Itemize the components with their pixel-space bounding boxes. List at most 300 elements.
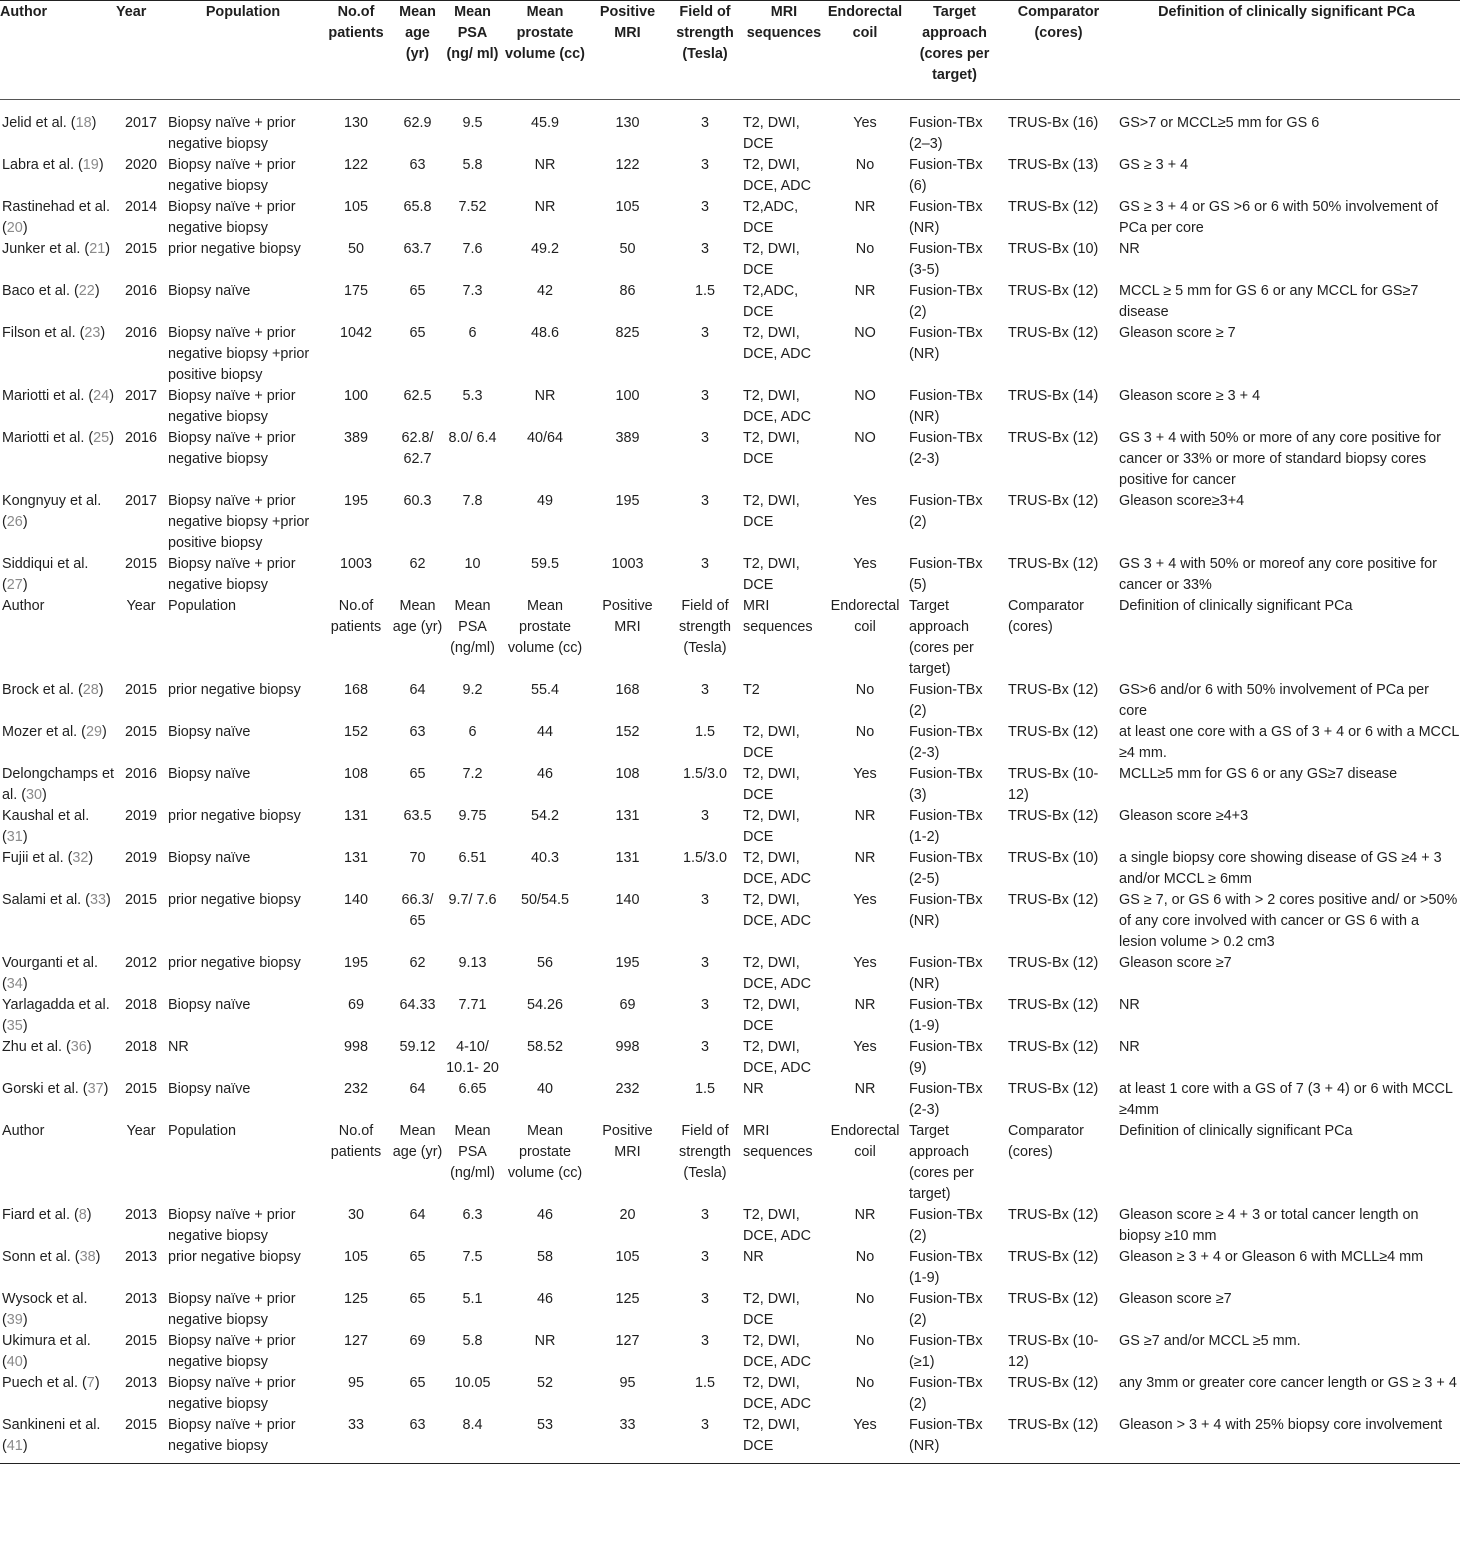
cell-psa: 6.51 [458, 850, 487, 866]
cell-coil: No [855, 157, 875, 173]
cell-age: 65 [409, 283, 426, 299]
author-name: Mariotti et al. ( [2, 388, 94, 404]
author-name: Delongchamps et al. ( [2, 766, 114, 803]
reference-link[interactable]: 37 [87, 1081, 104, 1097]
author-suffix: ) [91, 115, 97, 131]
table-header [0, 1, 1460, 100]
cell-coil: Yes [825, 1415, 905, 1464]
cell-author [0, 386, 116, 428]
cell-positive-mri: 998 [615, 1039, 640, 1055]
cell-patients: 108 [343, 766, 368, 782]
repeat-header-cell: Endorectal coil [830, 598, 900, 635]
repeated-header-row [0, 596, 1460, 680]
reference-link[interactable]: 40 [6, 1354, 23, 1370]
cell-volume: 46 [536, 1291, 553, 1307]
reference-link[interactable]: 8 [78, 1207, 87, 1223]
cell-age: 62.5 [403, 388, 432, 404]
cell-positive-mri: 130 [615, 115, 640, 131]
cell-patients: 175 [343, 283, 368, 299]
cell-field: 3 [700, 1039, 709, 1055]
reference-link[interactable]: 26 [6, 514, 23, 530]
cell-coil: No [855, 682, 875, 698]
cell-positive-mri: 50 [619, 241, 636, 257]
cell-year: 2015 [124, 682, 157, 698]
cell-age: 65 [409, 1375, 426, 1391]
cell-patients: 100 [343, 388, 368, 404]
cell-year: 2018 [124, 997, 157, 1013]
cell-age: 63 [409, 724, 426, 740]
cell-population: Biopsy naïve + prior negative biopsy [168, 388, 296, 425]
cell-comparator: TRUS-Bx (12) [1008, 892, 1099, 908]
cell-target: Fusion-TBx (1-9) [909, 997, 983, 1034]
author-suffix: ) [98, 682, 104, 698]
cell-comparator: TRUS-Bx (10-12) [1008, 766, 1099, 803]
cell-volume: 45.9 [530, 115, 559, 131]
cell-patients: 389 [343, 430, 368, 446]
cell-patients: 125 [343, 1291, 368, 1307]
cell-definition: NR [1119, 1039, 1140, 1055]
cell-author [0, 680, 116, 722]
cell-sequences: T2, DWI, DCE [743, 808, 800, 845]
author-name: Fujii et al. ( [2, 850, 73, 866]
cell-population: prior negative biopsy [168, 955, 301, 971]
cell-sequences: NR [743, 1081, 764, 1097]
author-suffix: ) [103, 1081, 109, 1097]
author-suffix: ) [22, 829, 28, 845]
cell-age: 65 [409, 766, 426, 782]
cell-population: Biopsy naïve [168, 283, 251, 299]
table-row [0, 1247, 1460, 1289]
author-name: Sonn et al. ( [2, 1249, 80, 1265]
cell-sequences: T2, DWI, DCE [743, 115, 800, 152]
cell-field: 1.5/3.0 [682, 766, 727, 782]
cell-sequences: T2, DWI, DCE [743, 556, 800, 593]
cell-year: 2013 [124, 1207, 157, 1223]
cell-comparator: TRUS-Bx (12) [1008, 430, 1099, 446]
cell-volume: 46 [536, 766, 553, 782]
cell-patients: 152 [343, 724, 368, 740]
author-suffix: ) [105, 241, 110, 257]
cell-volume: 54.26 [526, 997, 563, 1013]
cell-age: 59.12 [399, 1039, 436, 1055]
cell-field: 3 [700, 1291, 709, 1307]
cell-year: 2012 [124, 955, 157, 971]
cell-year: 2014 [124, 199, 157, 215]
author-name: Ukimura et al. ( [2, 1333, 91, 1370]
author-name: Kaushal et al. ( [2, 808, 90, 845]
cell-author [0, 239, 116, 281]
cell-age: 62 [409, 556, 426, 572]
cell-positive-mri: 825 [615, 325, 640, 341]
author-suffix: ) [22, 577, 28, 593]
cell-population: prior negative biopsy [168, 1249, 301, 1265]
header-definition: Definition of clinically significant PCa [1113, 1, 1460, 100]
table-row [0, 428, 1460, 491]
cell-field: 1.5 [694, 283, 715, 299]
reference-link[interactable]: 24 [93, 388, 110, 404]
cell-patients: 122 [343, 157, 368, 173]
repeat-header-cell: Mean prostate volume (cc) [507, 598, 583, 656]
cell-positive-mri: 105 [615, 1249, 640, 1265]
cell-year: 2015 [124, 556, 157, 572]
cell-comparator: TRUS-Bx (12) [1008, 997, 1099, 1013]
cell-volume: 46 [536, 1207, 553, 1223]
cell-definition: Gleason score ≥ 7 [1119, 325, 1236, 341]
cell-age: 70 [409, 850, 426, 866]
cell-definition: a single biopsy core showing disease of GS ≥4 + 3 and/or MCCL ≥ 6mm [1119, 850, 1442, 887]
repeat-header-cell: Definition of clinically significant PCa [1119, 1123, 1353, 1139]
cell-volume: 40/64 [526, 430, 563, 446]
cell-year: 2016 [124, 325, 157, 341]
cell-population: Biopsy naïve [168, 1081, 251, 1097]
cell-sequences: T2, DWI, DCE, ADC [743, 388, 811, 425]
cell-psa: 5.8 [462, 1333, 483, 1349]
author-name: Labra et al. ( [2, 157, 83, 173]
cell-positive-mri: 127 [615, 1333, 640, 1349]
cell-psa: 10.05 [454, 1375, 491, 1391]
cell-patients: 1003 [339, 556, 372, 572]
cell-definition: MCCL ≥ 5 mm for GS 6 or any MCCL for GS≥7 disease [1119, 283, 1419, 320]
table-row [0, 1331, 1460, 1373]
cell-target: Fusion-TBx (NR) [909, 892, 983, 929]
header-coil: Endorectal coil [825, 1, 905, 100]
cell-age: 66.3/ 65 [401, 892, 434, 929]
cell-volume: 50/54.5 [520, 892, 569, 908]
author-name: Mozer et al. ( [2, 724, 86, 740]
reference-link[interactable]: 34 [6, 976, 23, 992]
cell-comparator: TRUS-Bx (12) [1008, 1375, 1099, 1391]
header-comparator: Comparator (cores) [1004, 1, 1113, 100]
cell-sequences: T2,ADC, DCE [743, 283, 799, 320]
cell-volume: 58.52 [526, 1039, 563, 1055]
cell-coil: NO [854, 430, 876, 446]
cell-volume: 49 [536, 493, 553, 509]
cell-population: NR [168, 1039, 189, 1055]
author-suffix: ) [86, 1039, 92, 1055]
cell-volume: 42 [536, 283, 553, 299]
cell-definition: GS>6 and/or 6 with 50% involvement of PCa per core [1119, 682, 1429, 719]
cell-sequences: T2, DWI, DCE, ADC [743, 850, 811, 887]
cell-year: 2017 [124, 388, 157, 404]
cell-positive-mri: 125 [615, 1291, 640, 1307]
reference-link[interactable]: 30 [26, 787, 43, 803]
cell-patients: 130 [343, 115, 368, 131]
cell-year: 2017 [124, 493, 157, 509]
reference-link[interactable]: 22 [78, 283, 95, 299]
cell-positive-mri: 33 [588, 1415, 667, 1464]
cell-definition: Gleason score≥3+4 [1119, 493, 1245, 509]
cell-sequences: T2, DWI, DCE [743, 997, 800, 1034]
cell-author [0, 890, 116, 953]
cell-positive-mri: 108 [615, 766, 640, 782]
cell-author [0, 848, 116, 890]
cell-definition: NR [1119, 997, 1140, 1013]
header-sequences: MRI sequences [743, 1, 825, 100]
cell-author [0, 281, 116, 323]
reference-link[interactable]: 38 [79, 1249, 96, 1265]
reference-link[interactable]: 21 [89, 241, 106, 257]
cell-definition: Gleason score ≥ 4 + 3 or total cancer length on biopsy ≥10 mm [1119, 1207, 1419, 1244]
repeat-header-cell: Mean PSA (ng/ml) [450, 1123, 495, 1181]
author-suffix: ) [98, 157, 104, 173]
cell-population: Biopsy naïve + prior negative biopsy [168, 1291, 296, 1328]
author-name: Vourganti et al. ( [2, 955, 99, 992]
cell-age: 65 [409, 325, 426, 341]
author-suffix: ) [22, 1438, 28, 1454]
cell-psa: 7.3 [462, 283, 483, 299]
cell-comparator: TRUS-Bx (16) [1008, 115, 1099, 131]
cell-year: 2018 [124, 1039, 157, 1055]
cell-psa: 7.2 [462, 766, 483, 782]
author-name: Jelid et al. ( [2, 115, 76, 131]
repeat-header-cell: Author [2, 1123, 45, 1139]
cell-field: 3 [700, 1249, 709, 1265]
reference-link[interactable]: 28 [82, 682, 99, 698]
repeat-header-cell: Positive MRI [602, 598, 653, 635]
cell-age: 69 [409, 1333, 426, 1349]
cell-author [0, 1037, 116, 1079]
reference-link[interactable]: 29 [85, 724, 102, 740]
repeat-header-cell: Population [168, 598, 237, 614]
table-row [0, 1205, 1460, 1247]
cell-positive-mri: 20 [619, 1207, 636, 1223]
cell-coil: Yes [853, 766, 877, 782]
reference-link[interactable]: 25 [93, 430, 110, 446]
reference-link[interactable]: 39 [6, 1312, 23, 1328]
cell-patients: 1042 [339, 325, 372, 341]
cell-year: 2015 [124, 1081, 157, 1097]
cell-coil: No [855, 724, 875, 740]
author-name: Salami et al. ( [2, 892, 90, 908]
cell-psa: 5.8 [462, 157, 483, 173]
table-row [0, 554, 1460, 596]
table-row [0, 722, 1460, 764]
cell-sequences: T2, DWI, DCE, ADC [743, 1333, 811, 1370]
reference-link[interactable]: 7 [86, 1375, 95, 1391]
cell-comparator: TRUS-Bx (12) [1008, 682, 1099, 698]
reference-link[interactable]: 31 [6, 829, 23, 845]
author-suffix: ) [106, 892, 111, 908]
cell-year: 2013 [124, 1291, 157, 1307]
repeat-header-cell: Field of strength (Tesla) [679, 1123, 731, 1181]
header-patients: No.of patients [320, 1, 392, 100]
cell-patients: 69 [347, 997, 364, 1013]
cell-coil: Yes [853, 1039, 877, 1055]
cell-comparator: TRUS-Bx (12) [1008, 493, 1099, 509]
cell-psa: 5.1 [462, 1291, 483, 1307]
cell-target: Fusion-TBx (1-2) [909, 808, 983, 845]
cell-field: 3 [700, 892, 709, 908]
cell-psa: 4-10/ 10.1- 20 [446, 1039, 499, 1076]
author-name: Puech et al. ( [2, 1375, 87, 1391]
cell-psa: 6 [468, 325, 477, 341]
author-suffix: ) [88, 850, 94, 866]
cell-population: Biopsy naïve + prior negative biopsy [168, 430, 296, 467]
author-name: Wysock et al. ( [2, 1291, 88, 1328]
table-row [0, 995, 1460, 1037]
repeat-header-cell: Positive MRI [602, 1123, 653, 1160]
cell-target: Fusion-TBx (2-3) [909, 724, 983, 761]
reference-link[interactable]: 18 [75, 115, 92, 131]
author-name: Filson et al. ( [2, 325, 85, 341]
cell-author [0, 1289, 116, 1331]
repeat-header-cell: MRI sequences [743, 1123, 813, 1160]
cell-patients: 131 [343, 850, 368, 866]
reference-link[interactable]: 32 [72, 850, 89, 866]
cell-patients: 232 [343, 1081, 368, 1097]
table-row [0, 239, 1460, 281]
repeat-header-cell: Target approach (cores per target) [909, 1123, 974, 1202]
cell-comparator: TRUS-Bx (12) [1008, 1039, 1099, 1055]
cell-psa: 6.3 [462, 1207, 483, 1223]
cell-field: 1.5/3.0 [682, 850, 727, 866]
cell-author [0, 806, 116, 848]
reference-link[interactable]: 35 [6, 1018, 23, 1034]
repeated-header-row [0, 1121, 1460, 1205]
cell-comparator: TRUS-Bx (12) [1008, 1081, 1099, 1097]
cell-psa: 7.52 [458, 199, 487, 215]
cell-target: Fusion-TBx (1-9) [909, 1249, 983, 1286]
cell-definition: NR [1119, 241, 1140, 257]
cell-field: 3 [700, 1207, 709, 1223]
cell-field: 3 [700, 556, 709, 572]
cell-psa: 9.7/ 7.6 [448, 892, 497, 908]
reference-link[interactable]: 36 [70, 1039, 87, 1055]
table-row [0, 848, 1460, 890]
cell-field: 3 [700, 241, 709, 257]
cell-age: 64.33 [399, 997, 436, 1013]
cell-sequences: T2, DWI, DCE [743, 1415, 825, 1464]
cell-coil: No [855, 241, 875, 257]
cell-patients: 127 [343, 1333, 368, 1349]
cell-volume: 40 [536, 1081, 553, 1097]
cell-definition: Gleason score ≥4+3 [1119, 808, 1249, 824]
cell-field: 3 [700, 388, 709, 404]
cell-year: 2015 [116, 1415, 166, 1464]
cell-year: 2015 [124, 724, 157, 740]
reference-link[interactable]: 23 [84, 325, 101, 341]
cell-year: 2015 [124, 241, 157, 257]
cell-population: Biopsy naïve + prior negative biopsy [168, 157, 296, 194]
author-suffix: ) [95, 1249, 101, 1265]
cell-definition: Gleason ≥ 3 + 4 or Gleason 6 with MCLL≥4 mm [1119, 1249, 1424, 1265]
cell-target: Fusion-TBx (3) [909, 766, 983, 803]
reference-link[interactable]: 20 [6, 220, 23, 236]
cell-author [0, 197, 116, 239]
table-row [0, 1289, 1460, 1331]
cell-volume: 53 [502, 1415, 588, 1464]
header-field: Field of strength (Tesla) [667, 1, 743, 100]
cell-field: 3 [700, 199, 709, 215]
cell-population: Biopsy naïve + prior negative biopsy [168, 1375, 296, 1412]
cell-sequences: T2, DWI, DCE [743, 241, 800, 278]
table-row [0, 1373, 1460, 1415]
author-suffix: ) [22, 514, 28, 530]
cell-year: 2017 [124, 115, 157, 131]
cell-sequences: T2, DWI, DCE, ADC [743, 1039, 811, 1076]
cell-field: 1.5 [694, 1375, 715, 1391]
cell-comparator: TRUS-Bx (10) [1008, 241, 1099, 257]
reference-link[interactable]: 33 [89, 892, 106, 908]
table-row [0, 764, 1460, 806]
cell-sequences: T2,ADC, DCE [743, 199, 799, 236]
cell-coil: NO [854, 388, 876, 404]
repeat-header-cell: Field of strength (Tesla) [679, 598, 731, 656]
header-volume: Mean prostate volume (cc) [502, 1, 588, 100]
cell-positive-mri: 140 [615, 892, 640, 908]
cell-volume: 55.4 [530, 682, 559, 698]
author-suffix: ) [100, 325, 106, 341]
cell-year: 2015 [124, 892, 157, 908]
cell-comparator: TRUS-Bx (12) [1008, 199, 1099, 215]
cell-year: 2019 [124, 808, 157, 824]
cell-year: 2016 [124, 430, 157, 446]
author-name: Brock et al. ( [2, 682, 83, 698]
cell-patients: 50 [347, 241, 364, 257]
cell-volume: 58 [536, 1249, 553, 1265]
reference-link[interactable]: 41 [6, 1438, 23, 1454]
cell-positive-mri: 95 [619, 1375, 636, 1391]
repeat-header-cell: No.of patients [330, 598, 382, 635]
cell-field: 3 [700, 997, 709, 1013]
cell-field: 3 [700, 115, 709, 131]
reference-link[interactable]: 19 [82, 157, 99, 173]
cell-volume: 40.3 [530, 850, 559, 866]
table-row [0, 890, 1460, 953]
repeat-header-cell: Mean age (yr) [392, 598, 443, 635]
table-row [0, 680, 1460, 722]
cell-coil: Yes [853, 892, 877, 908]
author-name: Junker et al. ( [2, 241, 90, 257]
table-row [0, 113, 1460, 155]
cell-age: 63 [409, 157, 426, 173]
cell-population: Biopsy naïve + prior negative biopsy +prior positive biopsy [168, 325, 310, 383]
cell-positive-mri: 69 [619, 997, 636, 1013]
repeat-header-cell: No.of patients [330, 1123, 382, 1160]
cell-field: 1.5 [694, 1081, 715, 1097]
header-year: Year [116, 1, 166, 100]
cell-psa: 7.6 [462, 241, 483, 257]
cell-author [0, 1373, 116, 1415]
cell-psa: 6.65 [458, 1081, 487, 1097]
table-body [0, 100, 1460, 1464]
cell-target: Fusion-TBx (2) [909, 682, 983, 719]
cell-age: 65 [409, 1291, 426, 1307]
cell-age: 63 [392, 1415, 443, 1464]
author-name: Yarlagadda et al. ( [2, 997, 110, 1034]
cell-comparator: TRUS-Bx (12) [1008, 556, 1099, 572]
cell-volume: NR [534, 388, 556, 404]
cell-volume: 44 [536, 724, 553, 740]
cell-patients: 33 [320, 1415, 392, 1464]
author-name: Gorski et al. ( [2, 1081, 88, 1097]
cell-year: 2013 [124, 1375, 157, 1391]
cell-definition: Gleason score ≥7 [1119, 955, 1232, 971]
author-suffix: ) [109, 430, 114, 446]
repeat-header-cell: Year [126, 1123, 156, 1139]
reference-link[interactable]: 27 [6, 577, 23, 593]
cell-year: 2019 [124, 850, 157, 866]
cell-comparator: TRUS-Bx (12) [1008, 808, 1099, 824]
cell-target: Fusion-TBx (2-5) [909, 850, 983, 887]
cell-volume: NR [534, 1333, 556, 1349]
cell-positive-mri: 389 [615, 430, 640, 446]
cell-definition: any 3mm or greater core cancer length or GS ≥ 3 + 4 [1119, 1375, 1457, 1391]
cell-definition: Gleason > 3 + 4 with 25% biopsy core involvement [1113, 1415, 1460, 1464]
cell-field: 3 [667, 1415, 743, 1464]
cell-positive-mri: 1003 [611, 556, 644, 572]
table-row [0, 197, 1460, 239]
